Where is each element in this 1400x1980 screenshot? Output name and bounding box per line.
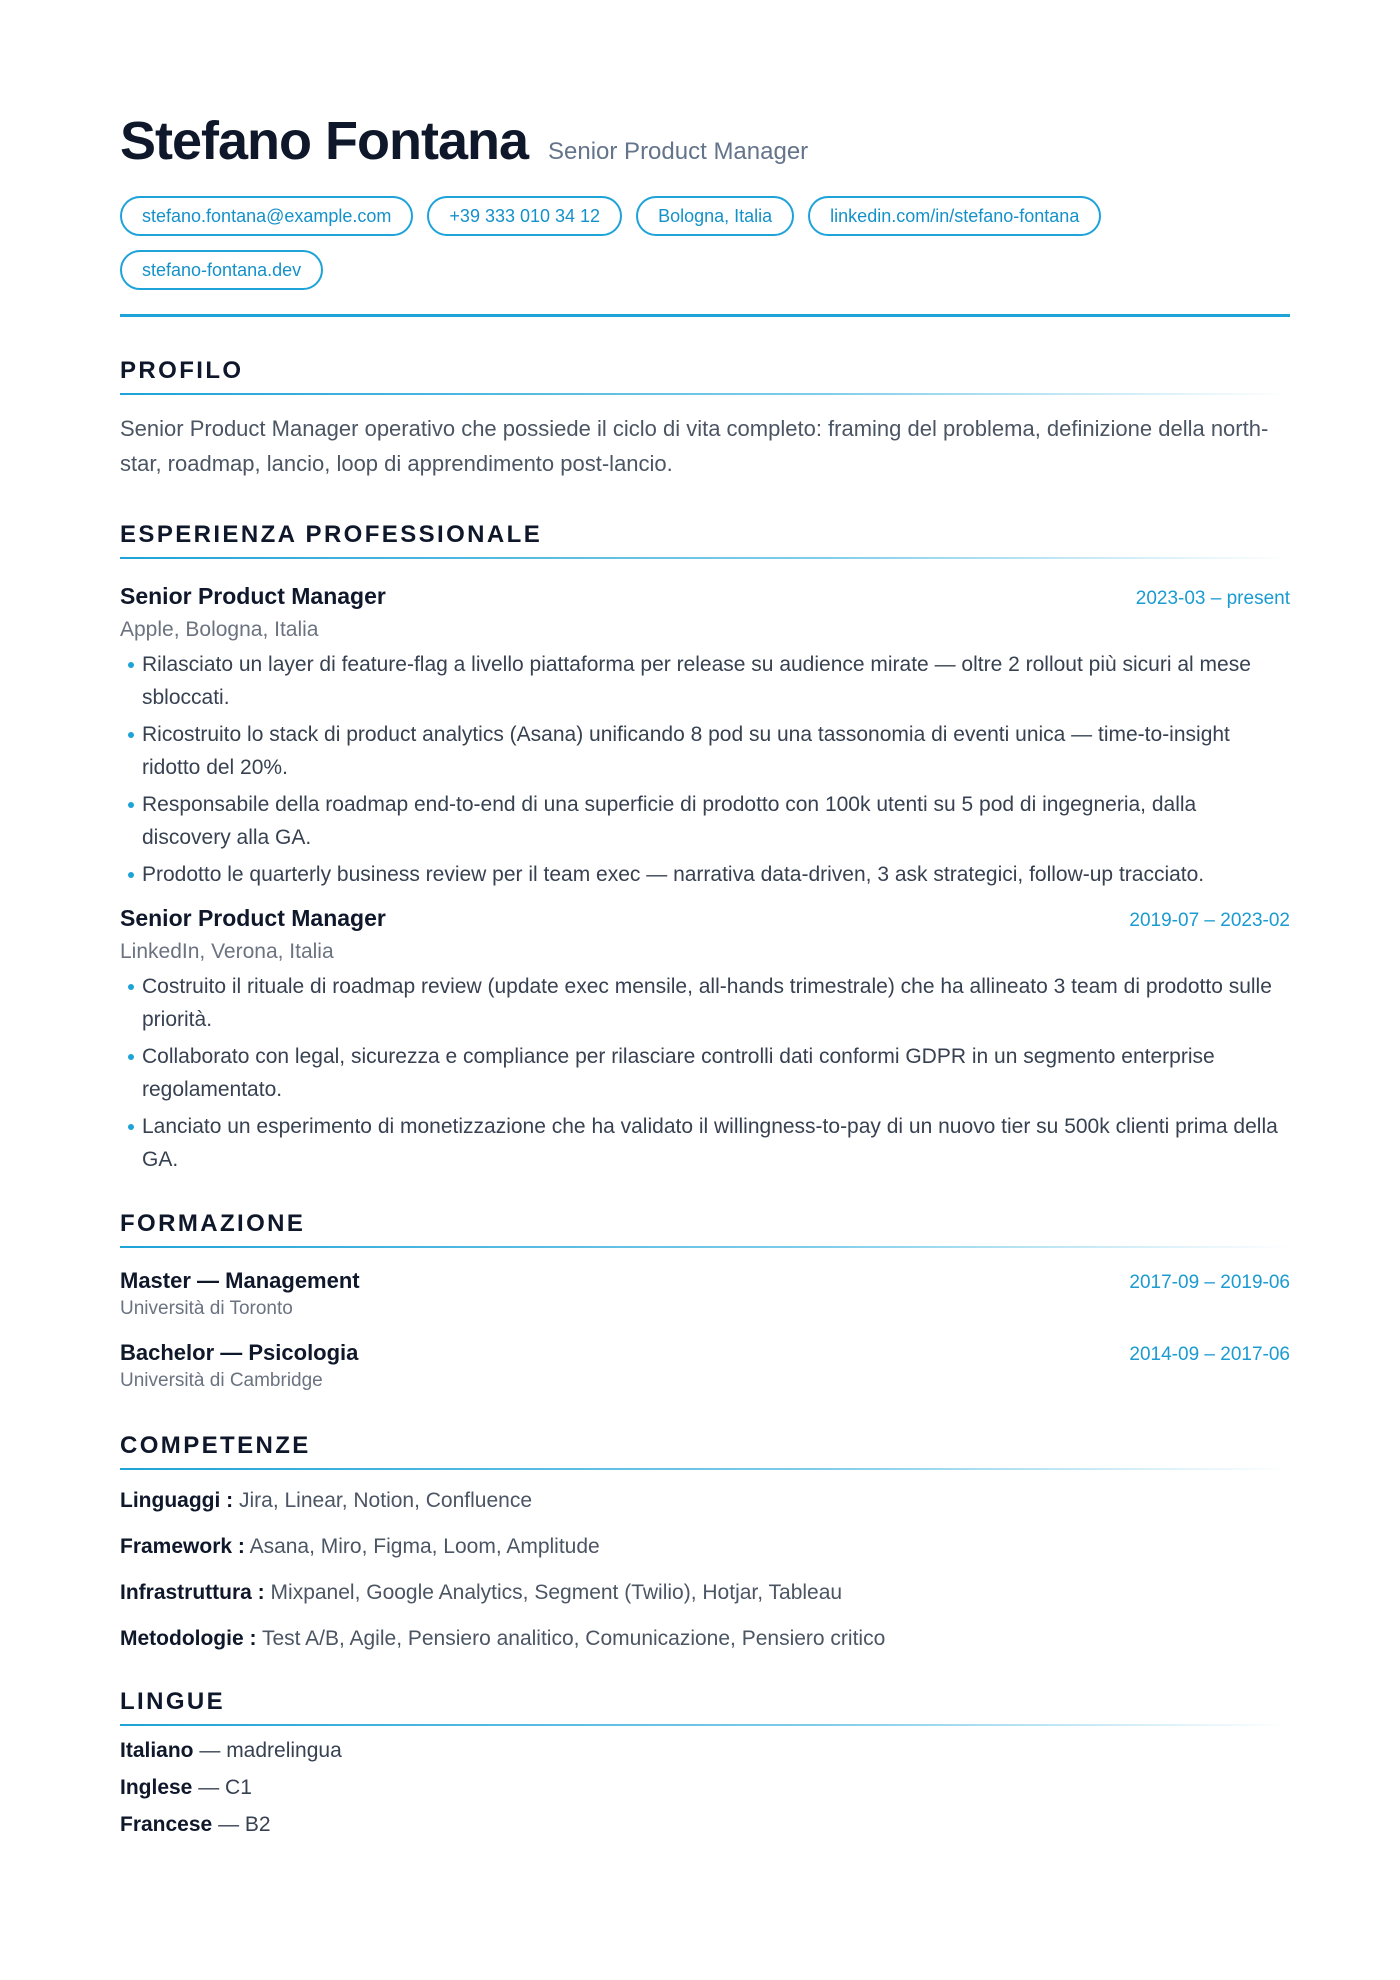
education-dates: 2014-09 – 2017-06 bbox=[1129, 1344, 1290, 1365]
job-company: LinkedIn, Verona, Italia bbox=[120, 940, 334, 963]
location-chip: Bologna, Italia bbox=[636, 196, 794, 236]
contact-chips bbox=[120, 196, 1180, 290]
language-row bbox=[120, 1810, 1290, 1840]
skill-row bbox=[120, 1624, 1290, 1654]
bullet-item: Collaborato con legal, sicurezza e compliance per rilasciare controlli dati conformi GDPR in un segmento enterprise regolamentato. bbox=[120, 1040, 1290, 1106]
section-title-languages: LINGUE bbox=[120, 1688, 1290, 1726]
language-level: — madrelingua bbox=[199, 1739, 342, 1762]
language-name: Italiano bbox=[120, 1739, 194, 1762]
education-entry bbox=[120, 1340, 1290, 1392]
bullet-item: Lanciato un esperimento di monetizzazione che ha validato il willingness-to-pay di un nuovo tier su 500k clienti prima della GA. bbox=[120, 1110, 1290, 1176]
education-school: Università di Cambridge bbox=[120, 1370, 323, 1391]
skills-list bbox=[120, 1486, 1290, 1654]
skill-row bbox=[120, 1486, 1290, 1516]
section-title-education: FORMAZIONE bbox=[120, 1210, 1290, 1248]
header bbox=[120, 110, 1290, 172]
header-divider bbox=[120, 314, 1290, 317]
linkedin-chip[interactable]: linkedin.com/in/stefano-fontana bbox=[808, 196, 1101, 236]
section-title-skills: COMPETENZE bbox=[120, 1432, 1290, 1470]
skills-section bbox=[120, 1432, 1290, 1654]
job-entry bbox=[120, 905, 1290, 1176]
language-level: — B2 bbox=[218, 1813, 271, 1836]
job-title: Senior Product Manager bbox=[120, 905, 386, 931]
resume-content bbox=[120, 110, 1290, 1847]
phone-chip[interactable]: +39 333 010 34 12 bbox=[427, 196, 622, 236]
skill-label: Framework : bbox=[120, 1535, 245, 1558]
education-header bbox=[120, 1340, 1290, 1366]
skill-label: Linguaggi : bbox=[120, 1489, 234, 1512]
education-entry bbox=[120, 1268, 1290, 1320]
education-header bbox=[120, 1268, 1290, 1294]
email-chip[interactable]: stefano.fontana@example.com bbox=[120, 196, 413, 236]
profile-section bbox=[120, 357, 1290, 481]
skill-label: Infrastruttura : bbox=[120, 1581, 265, 1604]
job-company: Apple, Bologna, Italia bbox=[120, 618, 319, 641]
job-bullets bbox=[120, 648, 1290, 891]
language-name: Inglese bbox=[120, 1776, 193, 1799]
profile-text: Senior Product Manager operativo che possiede il ciclo di vita completo: framing del problema, definizione della north-star, roadmap, lancio, loop di apprendimento post-lancio. bbox=[120, 416, 1269, 476]
skill-value: Mixpanel, Google Analytics, Segment (Twilio), Hotjar, Tableau bbox=[270, 1581, 843, 1604]
skill-row bbox=[120, 1532, 1290, 1562]
job-header bbox=[120, 583, 1290, 610]
job-header bbox=[120, 905, 1290, 932]
skill-label: Metodologie : bbox=[120, 1627, 257, 1650]
education-school: Università di Toronto bbox=[120, 1298, 293, 1319]
bullet-item: Rilasciato un layer di feature-flag a livello piattaforma per release su audience mirate — oltre 2 rollout più sicuri al mese sbloccati. bbox=[120, 648, 1290, 714]
job-bullets bbox=[120, 970, 1290, 1176]
skill-row bbox=[120, 1578, 1290, 1608]
experience-section bbox=[120, 521, 1290, 1176]
website-chip[interactable]: stefano-fontana.dev bbox=[120, 250, 323, 290]
bullet-item: Prodotto le quarterly business review per il team exec — narrativa data-driven, 3 ask strategici, follow-up tracciato. bbox=[120, 858, 1290, 891]
bullet-item: Responsabile della roadmap end-to-end di una superficie di prodotto con 100k utenti su 5 pod di ingegneria, dalla discovery alla GA. bbox=[120, 788, 1290, 854]
job-dates: 2019-07 – 2023-02 bbox=[1129, 910, 1290, 931]
education-degree: Bachelor — Psicologia bbox=[120, 1340, 359, 1365]
language-name: Francese bbox=[120, 1813, 213, 1836]
section-title-experience: ESPERIENZA PROFESSIONALE bbox=[120, 521, 1290, 559]
language-row bbox=[120, 1736, 1290, 1766]
education-dates: 2017-09 – 2019-06 bbox=[1129, 1272, 1290, 1293]
education-section bbox=[120, 1210, 1290, 1392]
person-name: Stefano Fontana bbox=[120, 111, 529, 171]
skill-value: Jira, Linear, Notion, Confluence bbox=[239, 1489, 533, 1512]
job-title: Senior Product Manager bbox=[120, 583, 386, 609]
job-dates: 2023-03 – present bbox=[1135, 588, 1290, 609]
skill-value: Test A/B, Agile, Pensiero analitico, Comunicazione, Pensiero critico bbox=[261, 1627, 886, 1650]
person-role: Senior Product Manager bbox=[548, 138, 809, 165]
language-level: — C1 bbox=[198, 1776, 252, 1799]
language-row bbox=[120, 1773, 1290, 1803]
bullet-item: Costruito il rituale di roadmap review (update exec mensile, all-hands trimestrale) che ha allineato 3 team di prodotto sulle priorità. bbox=[120, 970, 1290, 1036]
section-title-profile: PROFILO bbox=[120, 357, 1290, 395]
languages-list bbox=[120, 1736, 1290, 1840]
job-entry bbox=[120, 583, 1290, 891]
languages-section bbox=[120, 1688, 1290, 1840]
bullet-item: Ricostruito lo stack di product analytics (Asana) unificando 8 pod su una tassonomia di eventi unica — time-to-insight ridotto del 20%. bbox=[120, 718, 1290, 784]
education-degree: Master — Management bbox=[120, 1268, 360, 1293]
skill-value: Asana, Miro, Figma, Loom, Amplitude bbox=[249, 1535, 600, 1558]
